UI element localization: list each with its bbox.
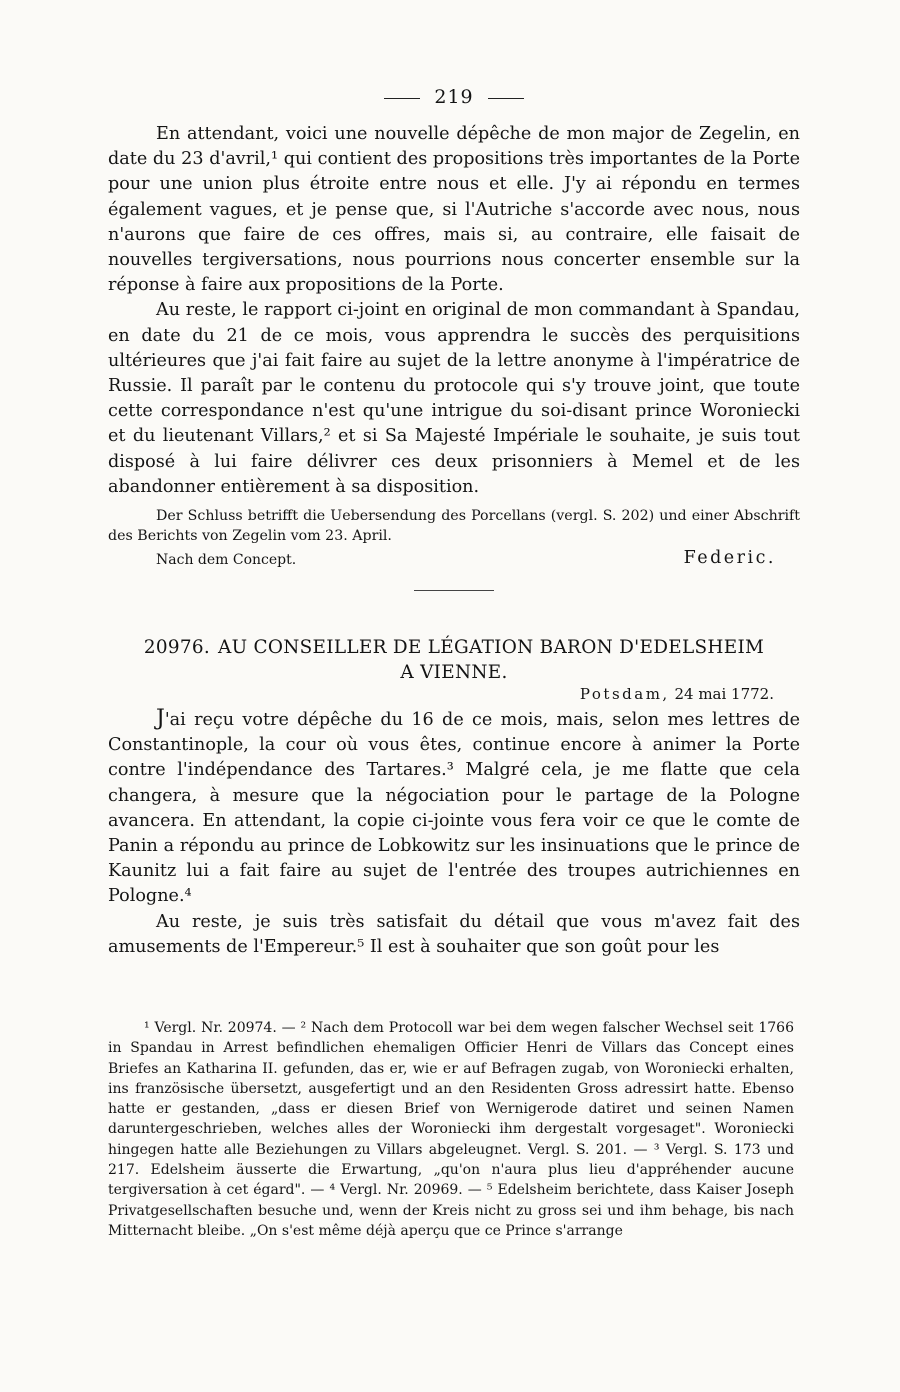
drop-initial: J xyxy=(156,706,165,732)
header-rule-left xyxy=(384,98,420,99)
paragraph-4: Au reste, je suis très satisfait du détail que vous m'avez fait des amusements de l'Empereur.⁵ Il est à souhaiter que son goût pour les xyxy=(108,911,800,957)
page-header xyxy=(108,86,800,108)
letter-number: 20976. xyxy=(143,637,210,659)
date-text: 24 mai 1772. xyxy=(674,685,774,704)
letter-title-line-2: A VIENNE. xyxy=(400,662,508,684)
footnotes-text: ¹ Vergl. Nr. 20974. — ² Nach dem Protocoll war bei dem wegen falscher Wechsel seit 1766 in Spandau in Arrest befindlichen ehemaligen Officier Henri de Villars das Concept eines Briefes an Katharina II. gefunden, das er, wie er auf Befragen zugab, von Woroniecki erhalten, ins französische übersetzt, ausgefertigt und an den Residenten Gross adressirt hatte. Ebenso hatte er gestanden, „dass er diesen Brief von Wernigerode datiret und seinen Namen daruntergeschrieben, welches alles der Woroniecki ihm dergestalt vorgesaget". Woroniecki hingegen hatte alle Beziehungen zu Villars abgeleugnet. Vergl. S. 201. — ³ Vergl. S. 173 und 217. Edelsheim äusserte die Erwartung, „qu'on n'aura plus lieu d'appréhender aucune tergiversation à cet égard". — ⁴ Vergl. Nr. 20969. — ⁵ Edelsheim berichtete, dass Kaiser Joseph Privatgesellschaften besuche und, wenn der Kreis nicht zu gross sei und ihm behage, bis nach Mitternacht bleibe. „On s'est même déjà aperçu que ce Prince s'arrange xyxy=(108,1020,794,1239)
paragraph-3 xyxy=(108,706,800,910)
paragraph-1: En attendant, voici une nouvelle dépêche de mon major de Zegelin, en date du 23 d'avril,¹ qui contient des propositions très importantes de la Porte pour une union plus étroite entre nous et elle. J'y ai répondu en termes également vagues, et je pense que, si l'Autriche s'accorde avec nous, nous n'aurons que faire de ces offres, mais si, au contraire, elle faisait de nouvelles tergiversations, nous pourrions nous concerter ensemble sur la réponse à faire aux propositions de la Porte. xyxy=(108,124,800,296)
page-number: 219 xyxy=(434,86,474,108)
date-place: Potsdam, xyxy=(579,685,670,704)
dateline xyxy=(108,685,800,703)
letter-body xyxy=(108,706,800,960)
paragraph-3-text: 'ai reçu votre dépêche du 16 de ce mois, mais, selon mes lettres de Constantinople, la cour où vous êtes, continue encore à animer la Porte contre l'indépendance des Tartares.³ Malgré cela, je me flatte que cela changera, à mesure que la négociation pour le partage de la Pologne avancera. En attendant, la copie ci-jointe vous fera voir ce que le comte de Panin a répondu au prince de Lobkowitz sur les insinuations que le prince de Kaunitz lui a fait faire au sujet de l'entrée des troupes autrichiennes en Pologne.⁴ xyxy=(108,710,800,907)
letter-body-previous xyxy=(108,122,800,500)
editorial-note: Der Schluss betrifft die Uebersendung des Porcellans (vergl. S. 202) und einer Abschrift des Berichts von Zegelin vom 23. April. xyxy=(108,508,800,545)
footnotes xyxy=(108,1018,794,1241)
source-note: Nach dem Concept. xyxy=(156,552,297,569)
letter-title-line-1: AU CONSEILLER DE LÉGATION BARON D'EDELSHEIM xyxy=(217,637,765,659)
signature: Federic. xyxy=(683,548,776,569)
paragraph-2: Au reste, le rapport ci-joint en original de mon commandant à Spandau, en date du 21 de ce mois, vous apprendra le succès des perquisitions ultérieures que j'ai fait faire au sujet de la lettre anonyme à l'impératrice de Russie. Il paraît par le contenu du protocole qui s'y trouve joint, que toute cette correspondance n'est qu'une intrigue du soi-disant prince Woroniecki et du lieutenant Villars,² et si Sa Majesté Impériale le souhaite, je suis tout disposé à lui faire délivrer ces deux prisonniers à Memel et de les abandonner entièrement à sa disposition. xyxy=(108,300,800,497)
signature-row xyxy=(108,548,800,572)
letter-heading xyxy=(108,635,800,685)
letter-heading-line-1 xyxy=(108,635,800,660)
section-separator xyxy=(414,590,494,591)
page-content xyxy=(108,86,800,960)
header-rule-right xyxy=(488,98,524,99)
